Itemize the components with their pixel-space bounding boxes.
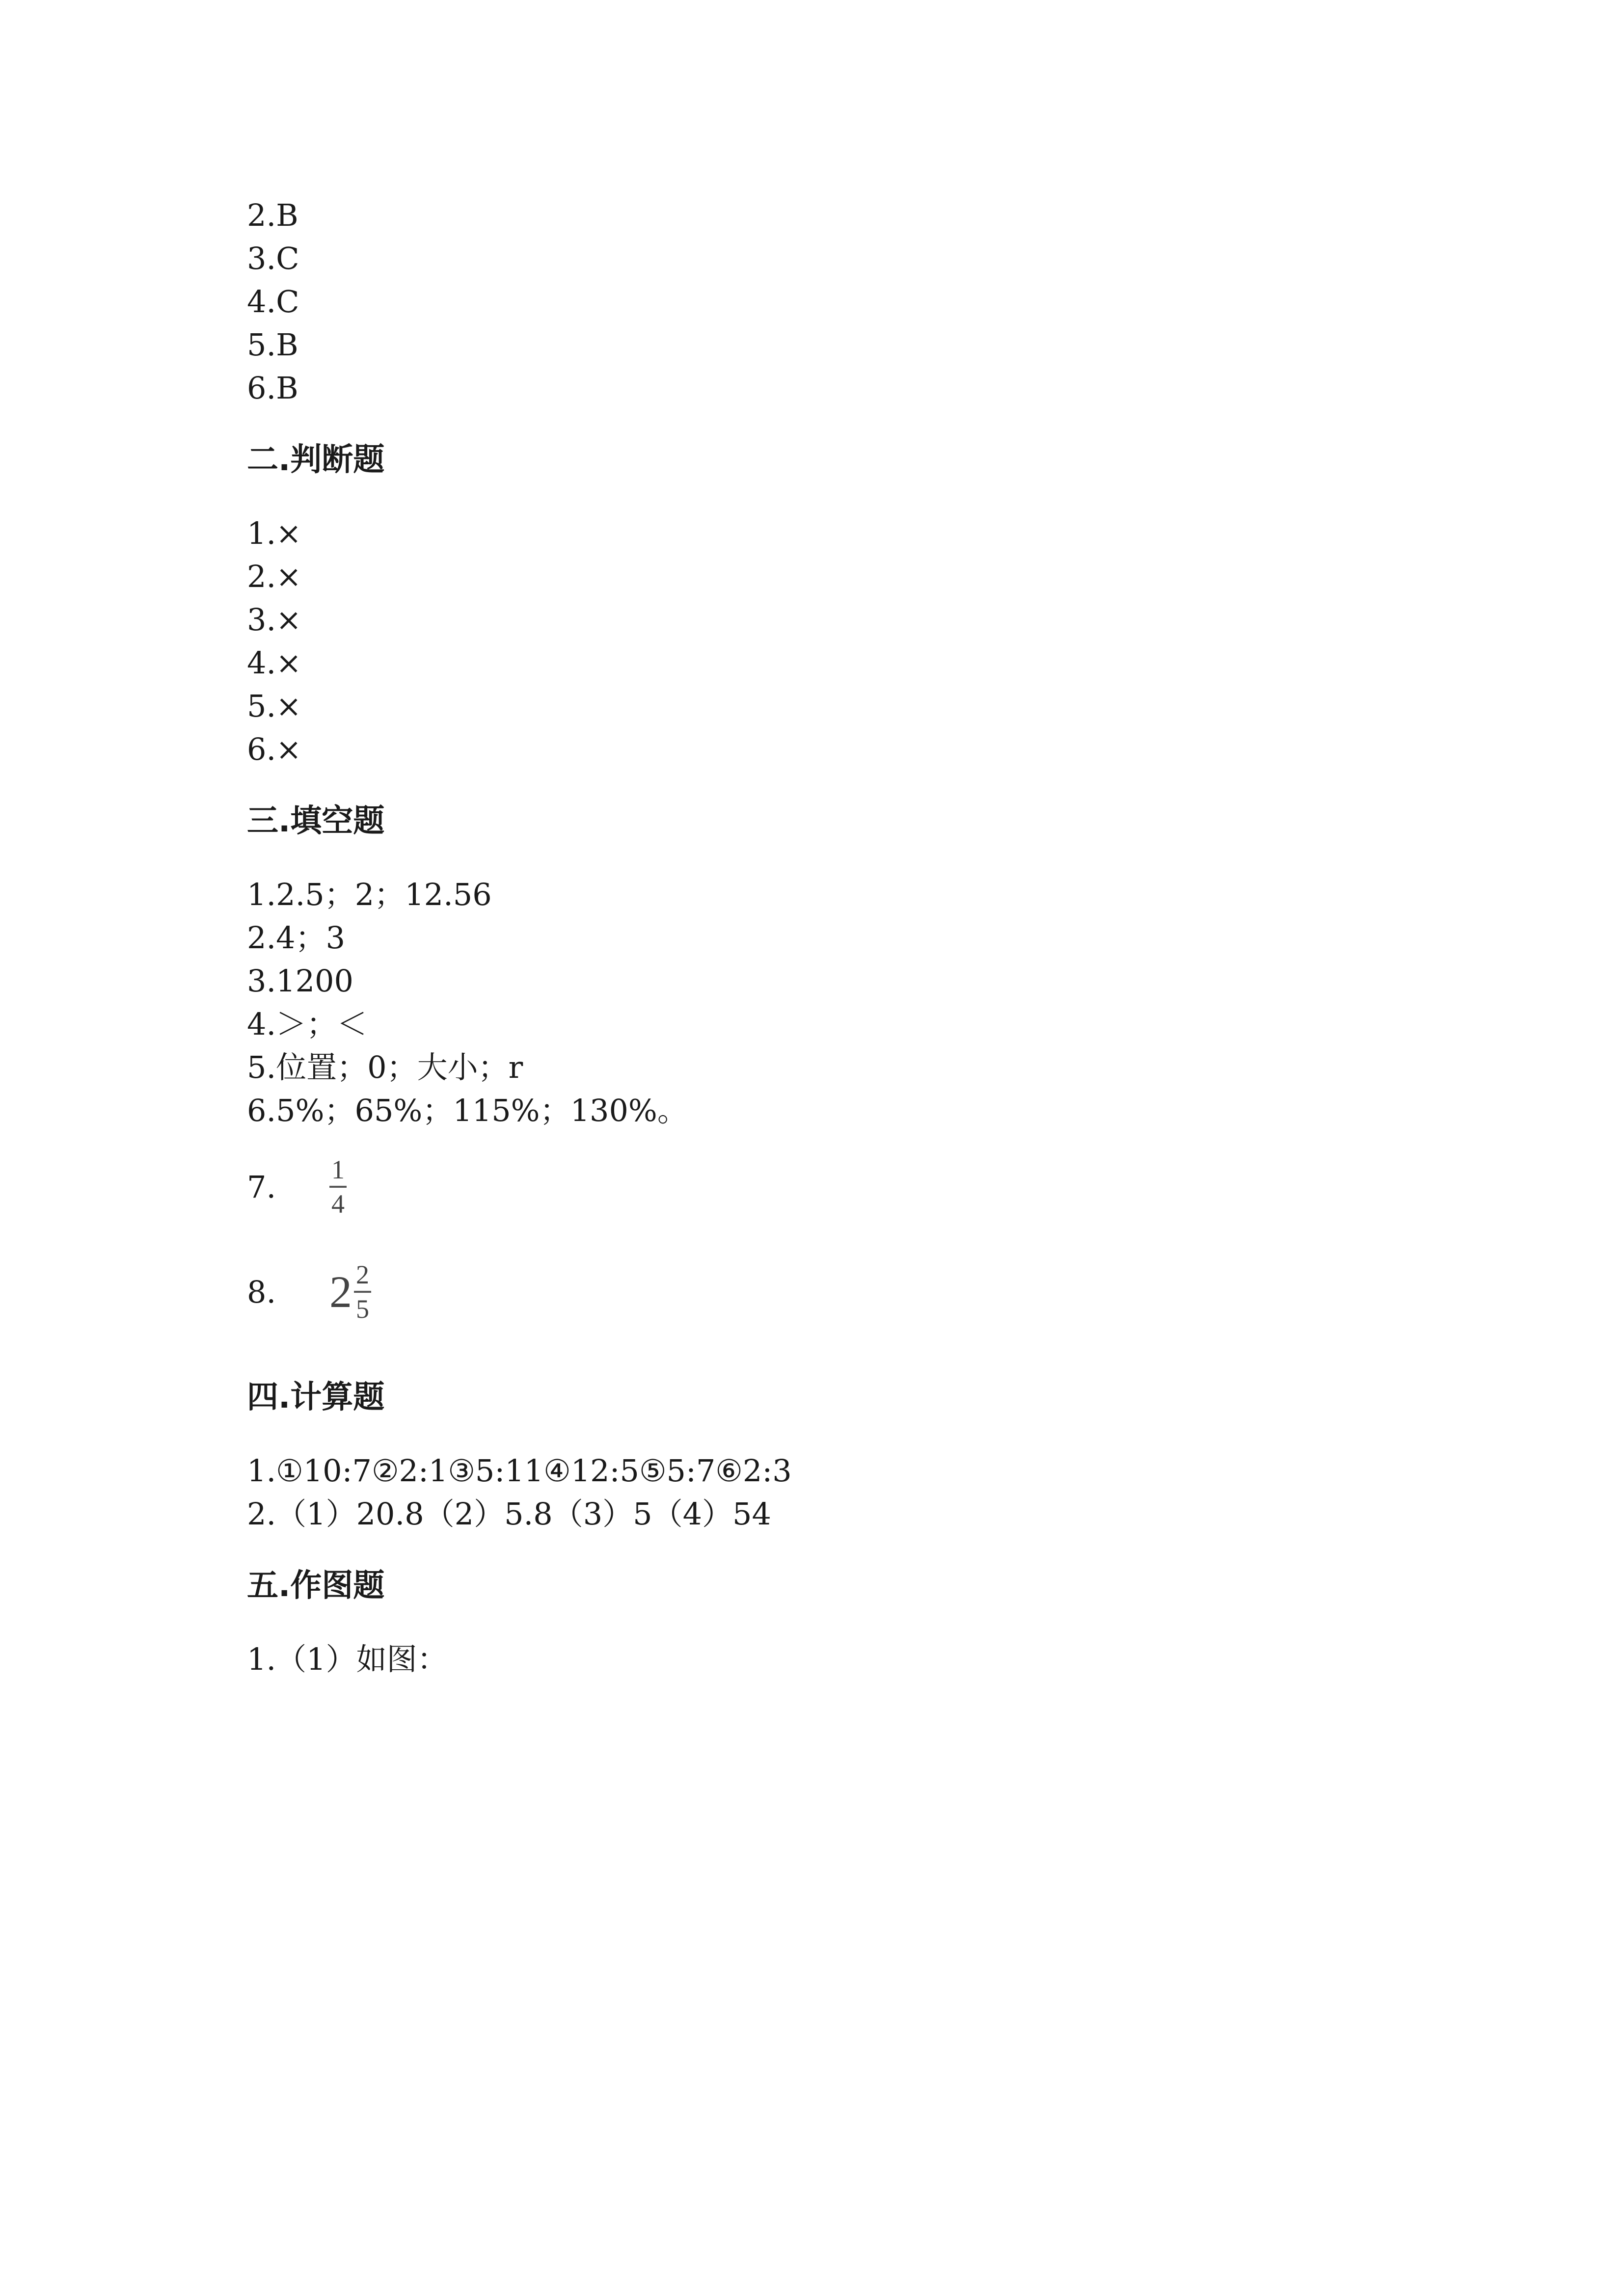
answer-line: 1.①10:7②2:1③5:11④12:5⑤5:7⑥2:3 [247, 1453, 792, 1489]
answer-line: 1.2.5；2；12.56 [247, 877, 492, 912]
answer-line: 3.× [247, 602, 302, 638]
answer-line: 5.位置；0；大小；r [247, 1049, 523, 1085]
section-fill-blank-answers [247, 873, 1376, 1329]
answer-sheet [247, 194, 1376, 1681]
fraction-denominator: 4 [331, 1189, 345, 1219]
section-heading-drawing: 五.作图题 [247, 1568, 385, 1604]
fraction-numerator: 2 [356, 1260, 369, 1289]
answer-line: 6.B [247, 370, 298, 406]
fraction-bar [329, 1186, 347, 1188]
fraction [354, 1261, 371, 1322]
section-heading-fill-blank: 三.填空题 [247, 803, 385, 839]
answer-line: 2.B [247, 197, 298, 233]
answer-line: 2.4；3 [247, 920, 346, 956]
section-choice-answers [247, 194, 1376, 410]
answer-line: 2.（1）20.8（2）5.8（3）5（4）54 [247, 1496, 771, 1532]
fraction-numerator: 1 [331, 1155, 345, 1184]
mixed-number [329, 1261, 371, 1322]
section-drawing-answers [247, 1638, 1376, 1681]
mixed-number-whole: 2 [329, 1267, 352, 1317]
section-heading-calculation: 四.计算题 [247, 1379, 385, 1415]
answer-line: 3.1200 [247, 963, 353, 999]
answer-line: 5.B [247, 327, 298, 363]
answer-line: 4.C [247, 284, 299, 320]
answer-line-mixed-number [247, 1255, 1376, 1329]
answer-line: 1.（1）如图： [247, 1641, 448, 1677]
section-calculation-answers [247, 1449, 1376, 1536]
answer-line: 3.C [247, 240, 299, 276]
fraction-denominator: 5 [356, 1294, 369, 1324]
answer-number: 8. [247, 1274, 276, 1310]
answer-line: 4.＞；＜ [247, 1006, 368, 1042]
answer-line: 2.× [247, 559, 302, 594]
section-heading-judgement: 二.判断题 [247, 442, 385, 478]
fraction [329, 1156, 347, 1217]
answer-line: 4.× [247, 645, 302, 681]
answer-line-fraction [247, 1150, 1376, 1224]
answer-line: 5.× [247, 688, 302, 724]
section-judgement-answers [247, 512, 1376, 771]
fraction-bar [354, 1291, 371, 1293]
answer-line: 1.× [247, 515, 302, 551]
answer-line: 6.5%；65%；115%；130%。 [247, 1093, 688, 1128]
answer-line: 6.× [247, 731, 302, 767]
answer-number: 7. [247, 1169, 276, 1205]
